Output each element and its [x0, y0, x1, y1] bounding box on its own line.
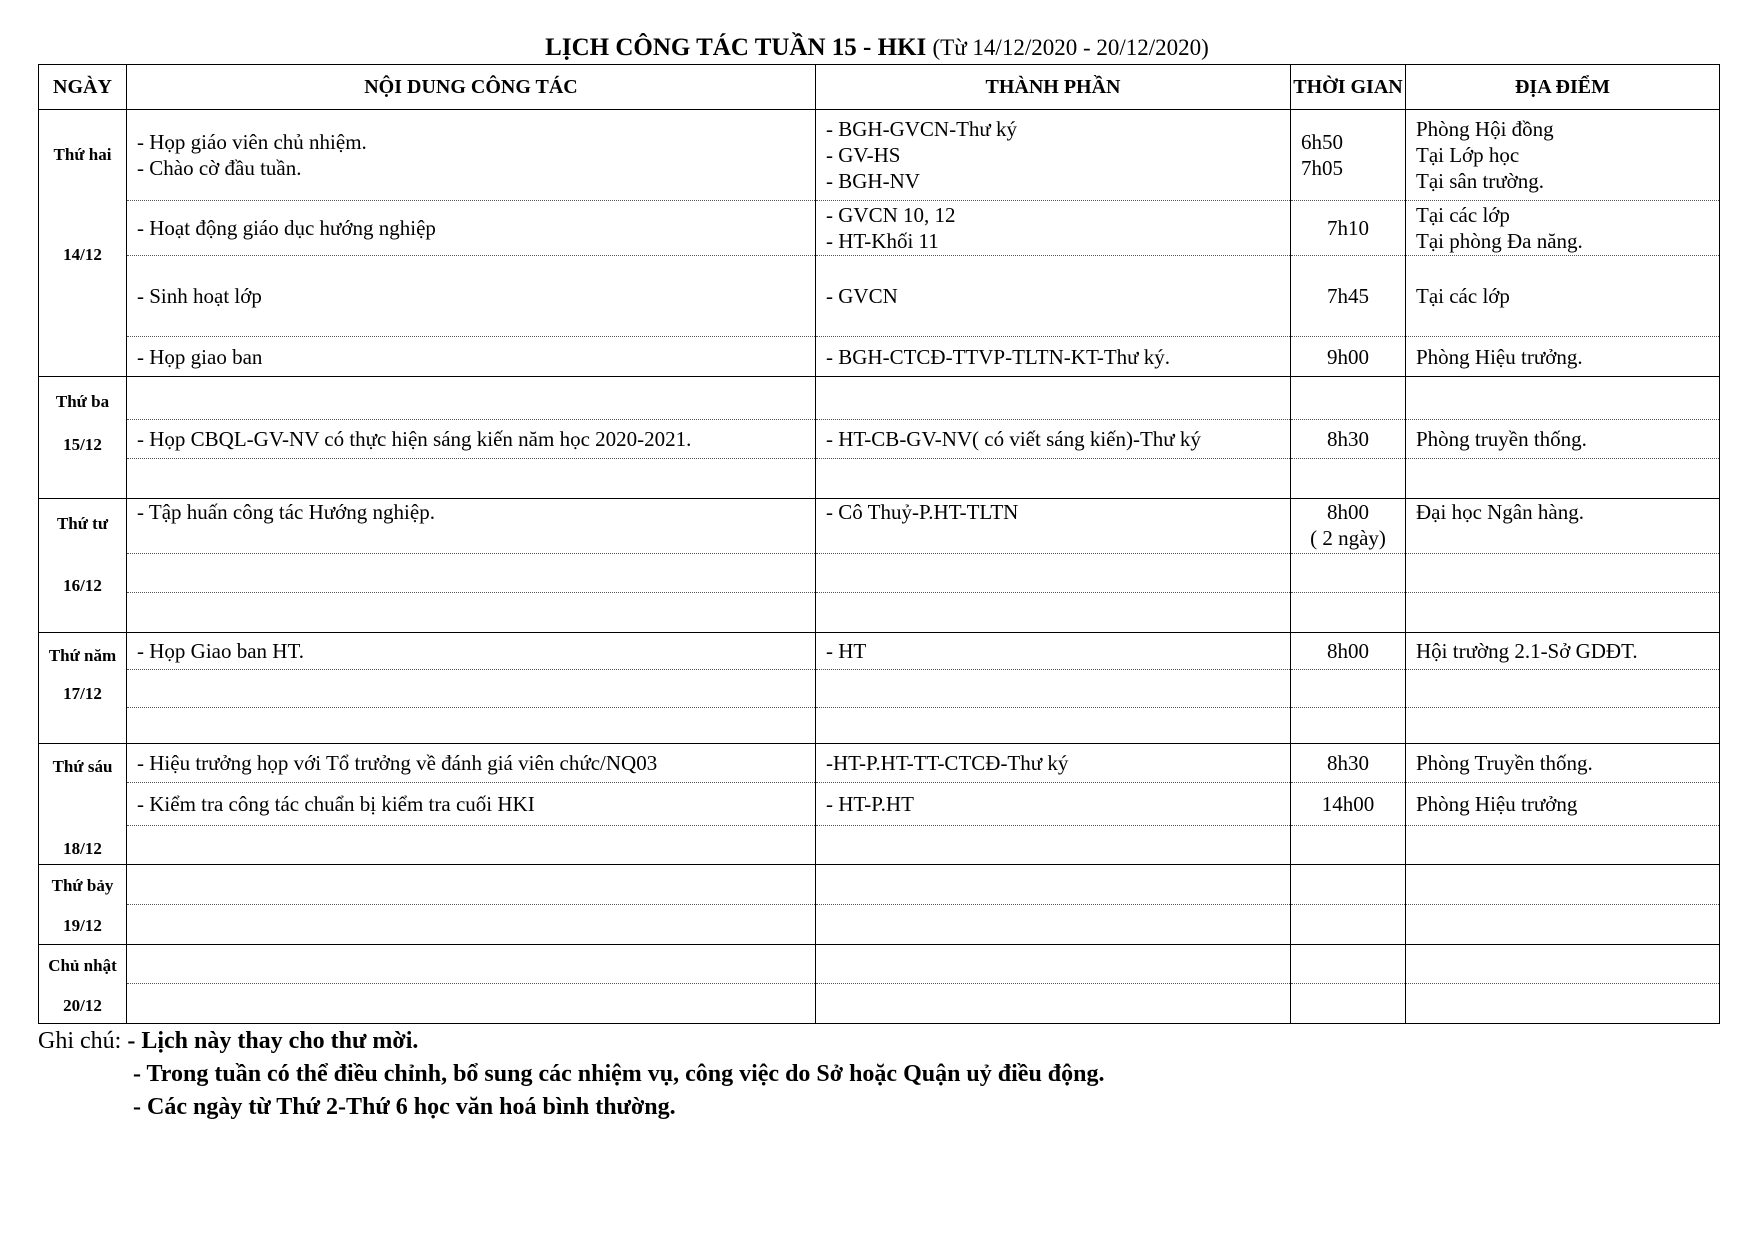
schedule-row	[39, 708, 1720, 744]
place-cell	[1406, 256, 1720, 337]
day-name: Thứ ba	[55, 392, 110, 412]
time-cell	[1291, 825, 1406, 865]
content-cell	[127, 783, 816, 826]
place-cell	[1406, 632, 1720, 670]
members-line: - Cô Thuỷ-P.HT-TLTN	[826, 499, 1019, 524]
members-cell	[816, 944, 1291, 984]
time-line: 14h00	[1321, 791, 1375, 816]
members-line: -HT-P.HT-TT-CTCĐ-Thư ký	[826, 750, 1069, 775]
content-line: - Chào cờ đầu tuần.	[137, 156, 302, 181]
time-line: 7h05	[1301, 156, 1343, 181]
content-cell	[127, 337, 816, 377]
members-cell	[816, 337, 1291, 377]
time-cell	[1291, 593, 1406, 633]
day-date: 16/12	[63, 575, 102, 595]
note-line: - Lịch này thay cho thư mời.	[127, 1028, 419, 1054]
schedule-row	[39, 256, 1720, 337]
members-cell	[816, 593, 1291, 633]
day-cell	[39, 498, 127, 632]
time-cell	[1291, 670, 1406, 708]
place-cell	[1406, 984, 1720, 1024]
time-line: 9h00	[1327, 344, 1369, 369]
time-line: 8h00	[1327, 639, 1369, 664]
time-line: 8h30	[1327, 750, 1369, 775]
members-cell	[816, 498, 1291, 553]
time-cell	[1291, 377, 1406, 420]
schedule-body	[39, 110, 1720, 1024]
place-cell	[1406, 459, 1720, 499]
content-line: - Họp CBQL-GV-NV có thực hiện sáng kiến năm học 2020-2021.	[137, 426, 692, 451]
members-cell	[816, 256, 1291, 337]
time-cell	[1291, 553, 1406, 593]
day-date: 17/12	[63, 683, 102, 703]
day-name: Chủ nhật	[48, 955, 117, 975]
notes-label: Ghi chú	[38, 1028, 115, 1054]
content-cell	[127, 743, 816, 783]
time-line: 8h30	[1327, 426, 1369, 451]
content-line: - Họp giáo viên chủ nhiệm.	[137, 130, 367, 155]
members-line: - BGH-NV	[826, 169, 920, 194]
members-cell	[816, 743, 1291, 783]
title-main: LỊCH CÔNG TÁC TUẦN 15 - HKI	[545, 34, 927, 61]
schedule-row	[39, 944, 1720, 984]
title-date-range: (Từ 14/12/2020 - 20/12/2020)	[932, 35, 1209, 60]
day-cell	[39, 944, 127, 1023]
time-cell	[1291, 865, 1406, 905]
content-line: - Tập huấn công tác Hướng nghiệp.	[137, 499, 435, 524]
place-line: Tại sân trường.	[1416, 169, 1545, 194]
day-date: 15/12	[63, 435, 102, 455]
members-cell	[816, 419, 1291, 459]
schedule-row	[39, 419, 1720, 459]
schedule-row	[39, 632, 1720, 670]
schedule-row	[39, 984, 1720, 1024]
place-cell	[1406, 553, 1720, 593]
content-cell	[127, 201, 816, 256]
place-cell	[1406, 743, 1720, 783]
place-cell	[1406, 865, 1720, 905]
time-line: ( 2 ngày)	[1310, 525, 1386, 550]
day-cell	[39, 377, 127, 499]
content-cell	[127, 377, 816, 420]
place-cell	[1406, 593, 1720, 633]
members-line: - HT-P.HT	[826, 791, 914, 816]
place-cell	[1406, 377, 1720, 420]
place-line: Tại Lớp học	[1416, 143, 1520, 168]
content-cell	[127, 670, 816, 708]
day-date: 19/12	[63, 916, 102, 936]
schedule-row	[39, 201, 1720, 256]
day-name: Thứ bảy	[51, 876, 114, 896]
day-cell	[39, 865, 127, 944]
content-line: - Họp Giao ban HT.	[137, 639, 304, 664]
content-cell	[127, 825, 816, 865]
members-cell	[816, 904, 1291, 944]
content-cell	[127, 110, 816, 201]
time-cell	[1291, 337, 1406, 377]
note-line: - Các ngày từ Thứ 2-Thứ 6 học văn hoá bình thường.	[133, 1094, 676, 1120]
place-cell	[1406, 337, 1720, 377]
members-cell	[816, 670, 1291, 708]
content-cell	[127, 256, 816, 337]
place-line: Phòng Truyền thống.	[1416, 750, 1593, 775]
time-cell	[1291, 256, 1406, 337]
day-date: 18/12	[63, 838, 102, 858]
day-name: Thứ tư	[56, 513, 109, 533]
content-cell	[127, 459, 816, 499]
schedule-row	[39, 337, 1720, 377]
content-line: - Hoạt động giáo dục hướng nghiệp	[137, 216, 436, 241]
place-cell	[1406, 825, 1720, 865]
header-day: NGÀY	[39, 65, 127, 110]
schedule-row	[39, 110, 1720, 201]
members-line: - GVCN 10, 12	[826, 203, 956, 228]
members-cell	[816, 201, 1291, 256]
place-cell	[1406, 419, 1720, 459]
header-place: ĐỊA ĐIỂM	[1406, 65, 1720, 110]
content-cell	[127, 944, 816, 984]
time-cell	[1291, 110, 1406, 201]
content-cell	[127, 419, 816, 459]
time-cell	[1291, 984, 1406, 1024]
schedule-table	[38, 64, 1720, 1024]
content-cell	[127, 553, 816, 593]
page-title	[0, 32, 1754, 64]
place-cell	[1406, 670, 1720, 708]
notes-section: Ghi chú: - Lịch này thay cho thư mời. - Trong tuần có thể điều chỉnh, bổ sung các nhiệm vụ, công việc do Sở hoặc Quận uỷ điều động. - Các ngày từ Thứ 2-Thứ 6 học văn hoá bình thường.	[38, 1025, 1104, 1124]
members-line: - HT-CB-GV-NV( có viết sáng kiến)-Thư ký	[826, 426, 1201, 451]
header-content: NỘI DUNG CÔNG TÁC	[127, 65, 816, 110]
members-cell	[816, 632, 1291, 670]
content-cell	[127, 708, 816, 744]
day-cell	[39, 743, 127, 865]
place-line: Tại các lớp	[1416, 284, 1510, 309]
members-line: - BGH-GVCN-Thư ký	[826, 117, 1018, 142]
content-cell	[127, 865, 816, 905]
time-cell	[1291, 498, 1406, 553]
header-row	[39, 65, 1720, 110]
content-line: - Họp giao ban	[137, 344, 263, 369]
time-cell	[1291, 632, 1406, 670]
place-cell	[1406, 110, 1720, 201]
time-cell	[1291, 783, 1406, 826]
schedule-row	[39, 377, 1720, 420]
place-line: Phòng Hiệu trưởng	[1416, 791, 1578, 816]
members-cell	[816, 110, 1291, 201]
note-line: - Trong tuần có thể điều chỉnh, bổ sung các nhiệm vụ, công việc do Sở hoặc Quận uỷ điều động.	[133, 1061, 1105, 1087]
schedule-row	[39, 498, 1720, 553]
schedule-row	[39, 593, 1720, 633]
time-cell	[1291, 201, 1406, 256]
place-line: Tại phòng Đa năng.	[1416, 229, 1583, 254]
content-cell	[127, 904, 816, 944]
header-time: THỜI GIAN	[1291, 65, 1406, 110]
place-line: Hội trường 2.1-Sở GDĐT.	[1416, 639, 1638, 664]
place-cell	[1406, 498, 1720, 553]
time-line: 6h50	[1301, 130, 1343, 155]
time-cell	[1291, 944, 1406, 984]
content-line: - Hiệu trưởng họp với Tổ trưởng về đánh giá viên chức/NQ03	[137, 750, 658, 775]
place-cell	[1406, 904, 1720, 944]
members-line: - GV-HS	[826, 143, 901, 168]
time-cell	[1291, 904, 1406, 944]
content-cell	[127, 498, 816, 553]
place-cell	[1406, 944, 1720, 984]
members-cell	[816, 708, 1291, 744]
place-line: Phòng truyền thống.	[1416, 426, 1587, 451]
content-cell	[127, 593, 816, 633]
time-cell	[1291, 708, 1406, 744]
members-cell	[816, 553, 1291, 593]
content-line: - Kiểm tra công tác chuẩn bị kiểm tra cuối HKI	[137, 791, 535, 816]
day-name: Thứ hai	[53, 145, 112, 164]
schedule-row	[39, 553, 1720, 593]
day-name: Thứ năm	[48, 645, 117, 665]
schedule-row	[39, 825, 1720, 865]
day-name: Thứ sáu	[52, 756, 113, 776]
place-cell	[1406, 783, 1720, 826]
members-cell	[816, 865, 1291, 905]
header-members: THÀNH PHẦN	[816, 65, 1291, 110]
members-cell	[816, 377, 1291, 420]
day-date: 20/12	[63, 995, 102, 1015]
time-cell	[1291, 743, 1406, 783]
day-cell	[39, 110, 127, 377]
time-line: 8h00	[1327, 499, 1369, 524]
time-cell	[1291, 459, 1406, 499]
content-cell	[127, 984, 816, 1024]
content-cell	[127, 632, 816, 670]
members-line: - GVCN	[826, 284, 898, 309]
schedule-row	[39, 783, 1720, 826]
schedule-row	[39, 904, 1720, 944]
schedule-row	[39, 459, 1720, 499]
time-line: 7h10	[1327, 216, 1369, 241]
place-line: Tại các lớp	[1416, 203, 1510, 228]
time-cell	[1291, 419, 1406, 459]
place-line: Phòng Hội đồng	[1416, 117, 1554, 142]
place-line: Đại học Ngân hàng.	[1416, 499, 1584, 524]
time-line: 7h45	[1327, 284, 1369, 309]
schedule-row	[39, 670, 1720, 708]
schedule-row	[39, 743, 1720, 783]
day-date: 14/12	[63, 245, 102, 264]
members-line: - HT	[826, 639, 867, 664]
members-cell	[816, 459, 1291, 499]
members-line: - HT-Khối 11	[826, 229, 939, 254]
place-cell	[1406, 708, 1720, 744]
members-cell	[816, 825, 1291, 865]
members-line: - BGH-CTCĐ-TTVP-TLTN-KT-Thư ký.	[826, 344, 1171, 369]
schedule-row	[39, 865, 1720, 905]
place-line: Phòng Hiệu trưởng.	[1416, 344, 1583, 369]
members-cell	[816, 783, 1291, 826]
place-cell	[1406, 201, 1720, 256]
members-cell	[816, 984, 1291, 1024]
day-cell	[39, 632, 127, 743]
content-line: - Sinh hoạt lớp	[137, 284, 262, 309]
